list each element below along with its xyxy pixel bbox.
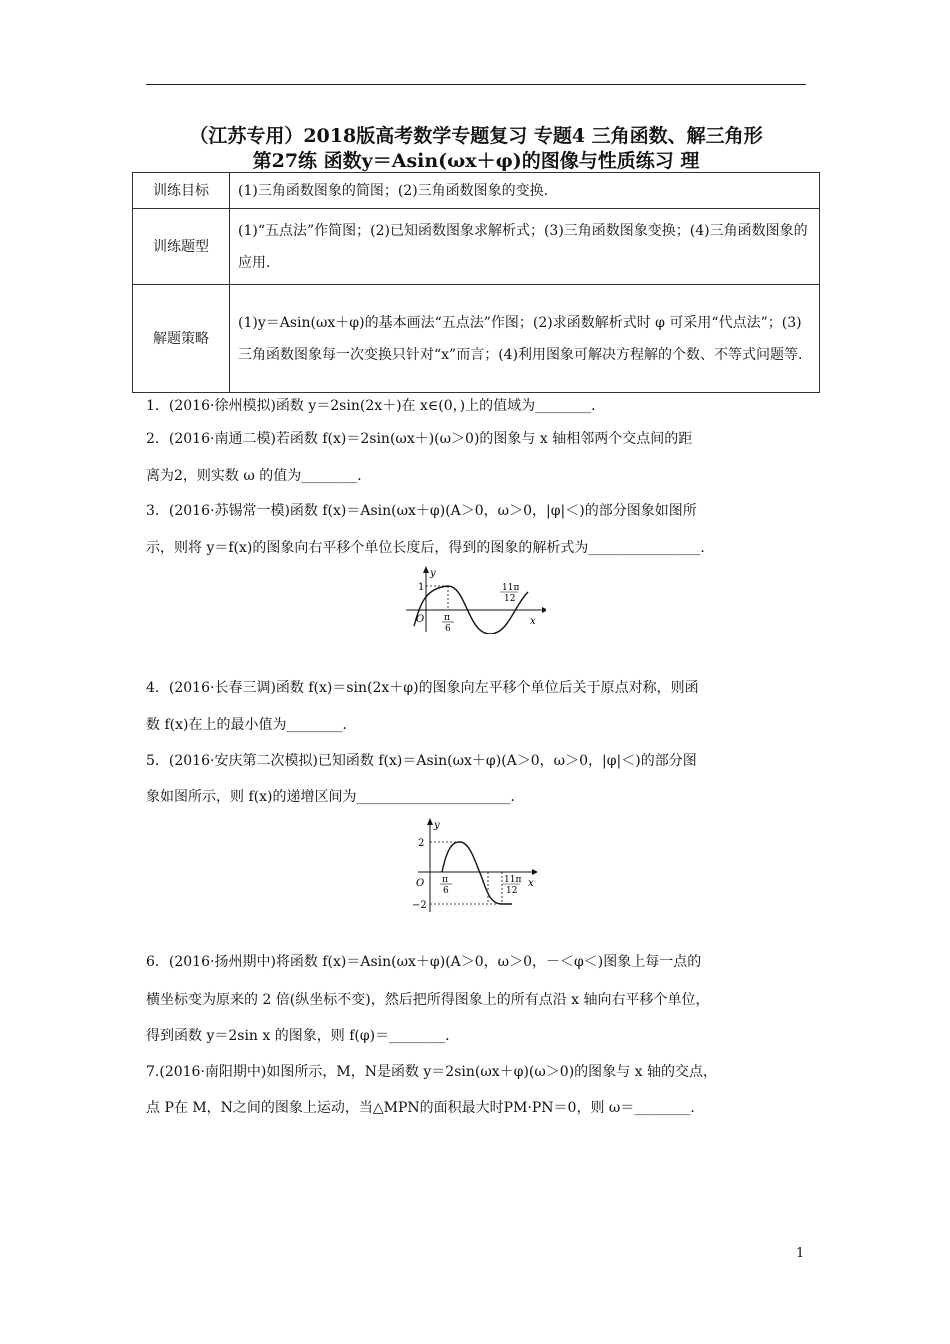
tick-label: π [444, 613, 450, 623]
origin-label: O [416, 614, 425, 625]
tick-label: 11π [502, 583, 520, 593]
question-6-line-2: 横坐标变为原来的 2 倍(纵坐标不变)，然后把所得图象上的所有点沿 x 轴向右平移个单位， [146, 992, 710, 1008]
figure-1-sine-graph [404, 566, 546, 634]
question-5-line-2: 象如图所示，则 f(x)的递增区间为______________________． [146, 789, 525, 805]
y-axis-label: y [434, 820, 440, 831]
figure-2-sine-graph [410, 814, 544, 914]
tick-label: 12 [504, 594, 516, 604]
question-4-line-1: 4．(2016·长春三调)函数 f(x)＝sin(2x＋φ)的图象向左平移个单位后关于原点对称，则函 [146, 680, 699, 696]
tick-label: 2 [418, 838, 425, 849]
question-7-line-2: 点 P在 M，N之间的图象上运动，当△MPN的面积最大时PM·PN＝0，则 ω＝________． [146, 1100, 705, 1116]
row-content: (1)“五点法”作简图；(2)已知函数图象求解析式；(3)三角函数图象变换；(4)三角函数图象的应用. [230, 209, 820, 285]
y-axis-label: y [430, 568, 436, 579]
question-5-line-1: 5．(2016·安庆第二次模拟)已知函数 f(x)＝Asin(ωx＋φ)(A＞0，ω＞0，|φ|＜)的部分图 [146, 753, 697, 769]
table-row [133, 173, 820, 209]
question-7-line-1: 7.(2016·南阳期中)如图所示，M，N是函数 y＝2sin(ωx＋φ)(ω＞0)的图象与 x 轴的交点， [146, 1064, 717, 1080]
table-row [133, 209, 820, 285]
question-3-line-1: 3．(2016·苏锡常一模)函数 f(x)＝Asin(ωx＋φ)(A＞0，ω＞0，|φ|＜)的部分图象如图所 [146, 503, 697, 519]
row-content: (1)三角函数图象的简图；(2)三角函数图象的变换. [230, 173, 820, 209]
tick-label: 12 [506, 886, 518, 896]
page-title-line-1: （江苏专用）2018版高考数学专题复习 专题4 三角函数、解三角形 [189, 125, 763, 147]
origin-label: O [416, 878, 425, 889]
question-3-line-2: 示，则将 y＝f(x)的图象向右平移个单位长度后，得到的图象的解析式为________________． [146, 540, 715, 556]
question-2-line-1: 2．(2016·南通二模)若函数 f(x)＝2sin(ωx＋)(ω＞0)的图象与 x 轴相邻两个交点间的距 [146, 431, 693, 447]
tick-label: 11π [504, 875, 522, 885]
row-label: 训练题型 [133, 209, 230, 285]
tick-label: π [442, 875, 448, 885]
table-row [133, 285, 820, 393]
page-title-line-2: 第27练 函数y＝Asin(ωx＋φ)的图像与性质练习 理 [252, 150, 700, 172]
training-info-table [132, 172, 820, 393]
page-number: 1 [796, 1246, 805, 1261]
question-6-line-1: 6．(2016·扬州期中)将函数 f(x)＝Asin(ωx＋φ)(A＞0，ω＞0，－＜φ＜)图象上每一点的 [146, 954, 702, 970]
question-2-line-2: 离为2，则实数 ω 的值为________． [146, 468, 372, 484]
tick-label: 6 [443, 886, 449, 896]
tick-label: −2 [412, 900, 427, 911]
row-label: 解题策略 [133, 285, 230, 393]
header-rule [146, 84, 806, 85]
tick-label: 6 [445, 624, 451, 634]
tick-label: 1 [418, 582, 425, 593]
row-label: 训练目标 [133, 173, 230, 209]
question-1: 1．(2016·徐州模拟)函数 y＝2sin(2x＋)在 x∈(0，)上的值域为________． [146, 398, 606, 414]
question-6-line-3: 得到函数 y＝2sin x 的图象，则 f(φ)＝________． [146, 1028, 460, 1044]
row-content: (1)y＝Asin(ωx＋φ)的基本画法“五点法”作图；(2)求函数解析式时 φ 可采用“代点法”；(3)三角函数图象每一次变换只针对“x”而言；(4)利用图象可解决方程解的个数、不等式问题等. [230, 285, 820, 393]
question-4-line-2: 数 f(x)在上的最小值为________． [146, 717, 357, 733]
x-axis-label: x [528, 878, 534, 889]
x-axis-label: x [530, 616, 536, 627]
